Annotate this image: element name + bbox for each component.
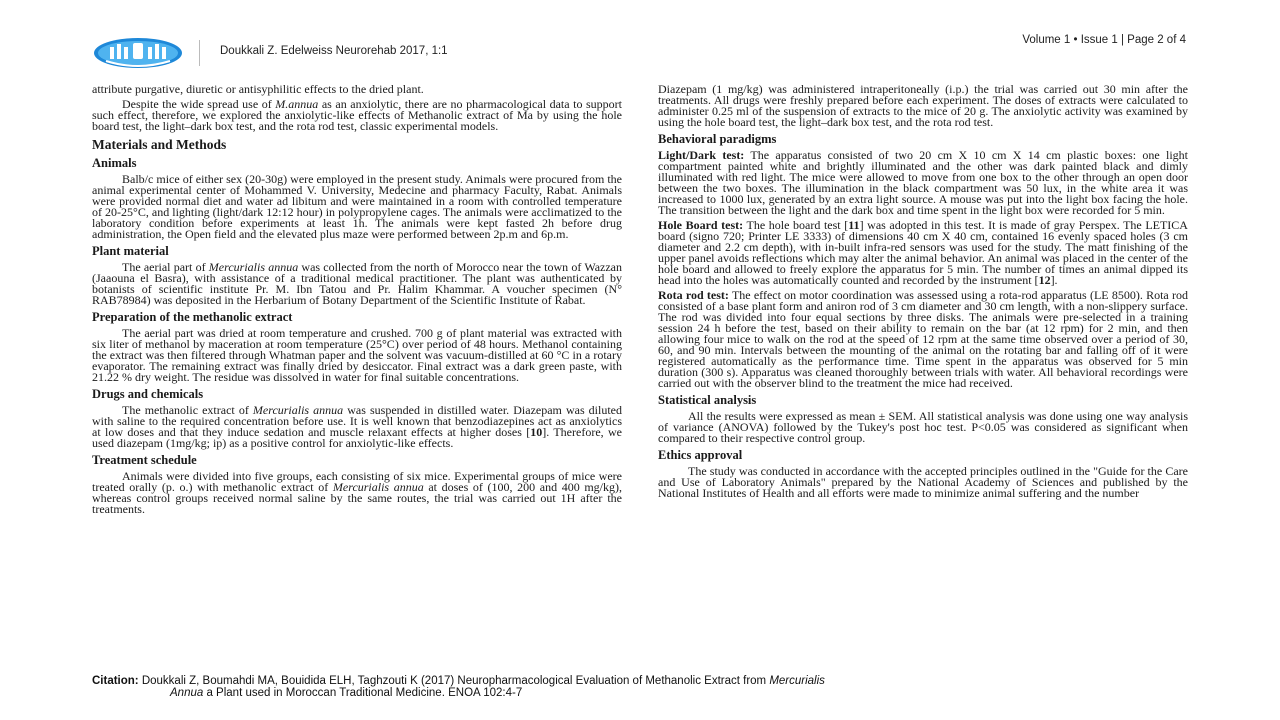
drugs-heading: Drugs and chemicals: [92, 387, 204, 401]
treatment-heading: Treatment schedule: [92, 453, 197, 467]
diazepam-paragraph: Diazepam (1 mg/kg) was administered intraperitoneally (i.p.) the trial was carried out 30 min after the treatments. All drugs were freshly prepared before each experiment. The doses of extracts were calculated to administer 0.25 ml of the suspension of extracts to the mice of 20 g. The anxiolytic activity was examined by using the hole board test, the light–dark box test, and the rota rod test.: [658, 82, 1188, 129]
drugs-paragraph: The methanolic extract of Mercurialis annua was suspended in distilled water. Diazepam was diluted with saline to the required concentration before use. It is well known that benzodiazepines act as anxiolytics at low doses and that they induce sedation and muscle relaxant effects at higher doses [10]. Therefore, we used diazepam (1mg/kg; ip) as a positive control for anxiolytic-like effects.: [92, 403, 623, 450]
plant-paragraph: The aerial part of Mercurialis annua was collected from the north of Morocco near the town of Wazzan (Jaaouna el Basra), with assistance of a traditional medical practitioner. The plant was authenticated by botanists of scientific institute Pr. M. Ibn Tatou and Pr. Halim Khammar. A voucher specimen (N° RAB78984) was deposited in the Herbarium of Botany Department of the Scientific Institute of Rabat.: [92, 260, 623, 307]
animals-paragraph: Balb/c mice of either sex (20-30g) were employed in the present study. Animals were procured from the animal experimental center of Mohammed V. University, Medecine and pharmacy Faculty, Rabat. Animals were provided normal diet and water ad libitum and were maintained in a room with controlled temperature of 20-25°C, and lighting (light/dark 12:12 hour) in polypropylene cages. The animals were acclimatized to the laboratory condition before experiments at least 1h. The animals were kept fasted 2h before drug administration, the Open field and the elevated plus maze were performed between 2p.m and 6p.m.: [92, 172, 622, 241]
ethics-paragraph: The study was conducted in accordance with the accepted principles outlined in the "Guide for the Care and Use of Laboratory Animals" prepared by the National Academy of Sciences and published by the National Institutes of Health and all efforts were made to minimize animal suffering and the number: [658, 464, 1188, 500]
rota-rod-paragraph: Rota rod test: The effect on motor coordination was assessed using a rota-rod apparatus (LE 8500). Rota rod consisted of a base plant form and aniron rod of 3 cm diameter and 30 cm length, with a non-slippery surface. The rod was divided into four equal sections by three disks. The animals were pre-selected in a training session 24 h before the test, based on their ability to remain on the bar (at 12 rpm) for 2 min, and then allowing four mice to walk on the rod at the speed of 12 rpm at the same time observed over a period of 30, 60, and 90 min. Intervals between the mounting of the animal on the rotating bar and falling off of it were registered automatically as the performance time. Time spent in the apparatus was observed for 5 min duration (300 s). Apparatus was cleaned thoroughly between trials with water. All behavioral recordings were carried out with the observer blind to the treatment the mice had received.: [658, 288, 1188, 390]
statistical-heading: Statistical analysis: [658, 393, 757, 407]
hole-board-paragraph: Hole Board test: The hole board test [11] was adopted in this test. It is made of gray Perspex. The LETICA board (signo 720; Printer LE 3333) of dimensions 40 cm X 40 cm, contained 16 evenly spaced holes (3 cm diameter and 2.2 cm depth), with in-built infra-red sensors was used for the study. The matt finishing of the upper panel avoids reflections which may alter the animal behavior. An animal was placed in the center of the hole board and allowed to freely explore the apparatus for 5 min. The number of times an animal dipped its head into the holes was automatically counted and recorded by the instrument [12].: [658, 218, 1188, 287]
light-dark-paragraph: Light/Dark test: The apparatus consisted of two 20 cm X 10 cm X 14 cm plastic boxes: one light compartment painted white and brightly illuminated and the other was dark painted black and dimly illuminated with red light. The mice were allowed to move from one box to the other through an open door between the two boxes. The illumination in the black compartment was 50 lux, in the white area it was increased to 1000 lux, generated by an extra light source. A mouse was put into the light box facing the hole. The transition between the light and the dark box and time spent in the light box were recorded for 5 min.: [658, 148, 1188, 217]
plant-heading: Plant material: [92, 244, 169, 258]
treatment-paragraph: Animals were divided into five groups, each consisting of six mice. Experimental groups of mice were treated orally (p. o.) with methanolic extract of Mercurialis annua at doses of (100, 200 and 400 mg/kg), whereas control groups received normal saline by the same routes, the trial was carried out 1H after the treatments.: [92, 469, 623, 516]
prep-heading: Preparation of the methanolic extract: [92, 310, 293, 324]
statistical-paragraph: All the results were expressed as mean ± SEM. All statistical analysis was done using one way analysis of variance (ANOVA) followed by the Tukey's post hoc test. P<0.05 was considered as significant when compared to their respective control group.: [658, 409, 1188, 445]
citation-label: Citation:: [92, 675, 139, 687]
behavioral-heading: Behavioral paradigms: [658, 132, 777, 146]
intro-end-paragraph: attribute purgative, diuretic or antisyphilitic effects to the dried plant.: [92, 82, 424, 96]
publisher-logo-icon: [92, 37, 184, 69]
despite-paragraph: Despite the wide spread use of M.annua as an anxiolytic, there are no pharmacological data to support such effect, therefore, we explored the anxiolytic-like effects of Methanolic extract of Ma by using the hole board test, the light–dark box test, and the rota rod test, classic experimental models.: [92, 97, 622, 133]
reference-link[interactable]: 11: [848, 218, 860, 232]
header-divider: [199, 40, 200, 66]
reference-link[interactable]: 10: [530, 425, 543, 439]
right-column: [658, 84, 1188, 503]
left-column: [92, 84, 622, 519]
animals-heading: Animals: [92, 156, 137, 170]
materials-heading: Materials and Methods: [92, 137, 227, 152]
prep-paragraph: The aerial part was dried at room temperature and crushed. 700 g of plant material was extracted with six liter of methanol by maceration at room temperature (25°C) over period of 48 hours. Methanol containing the extract was then filtered through Whatman paper and the solvent was vacuum-distilled at 60 °C in a rotary evaporator. The remaining extract was finally dried by desiccator. Final extract was a dark green paste, with 21.22 % dry weight. The residue was dissolved in water for final suitable concentrations.: [92, 326, 622, 384]
ethics-heading: Ethics approval: [658, 448, 743, 462]
citation-footer: Citation: Doukkali Z, Boumahdi MA, Bouidida ELH, Taghzouti K (2017) Neuropharmacological Evaluation of Methanolic Extract from Mercurialis Annua a Plant used in Moroccan Traditional Medicine. ENOA 102:4-7: [92, 675, 825, 699]
journal-line: Doukkali Z. Edelweiss Neurorehab 2017, 1:1: [220, 45, 448, 57]
volume-issue-page: Volume 1 • Issue 1 | Page 2 of 4: [1022, 34, 1186, 46]
reference-link[interactable]: 12: [1038, 273, 1051, 287]
